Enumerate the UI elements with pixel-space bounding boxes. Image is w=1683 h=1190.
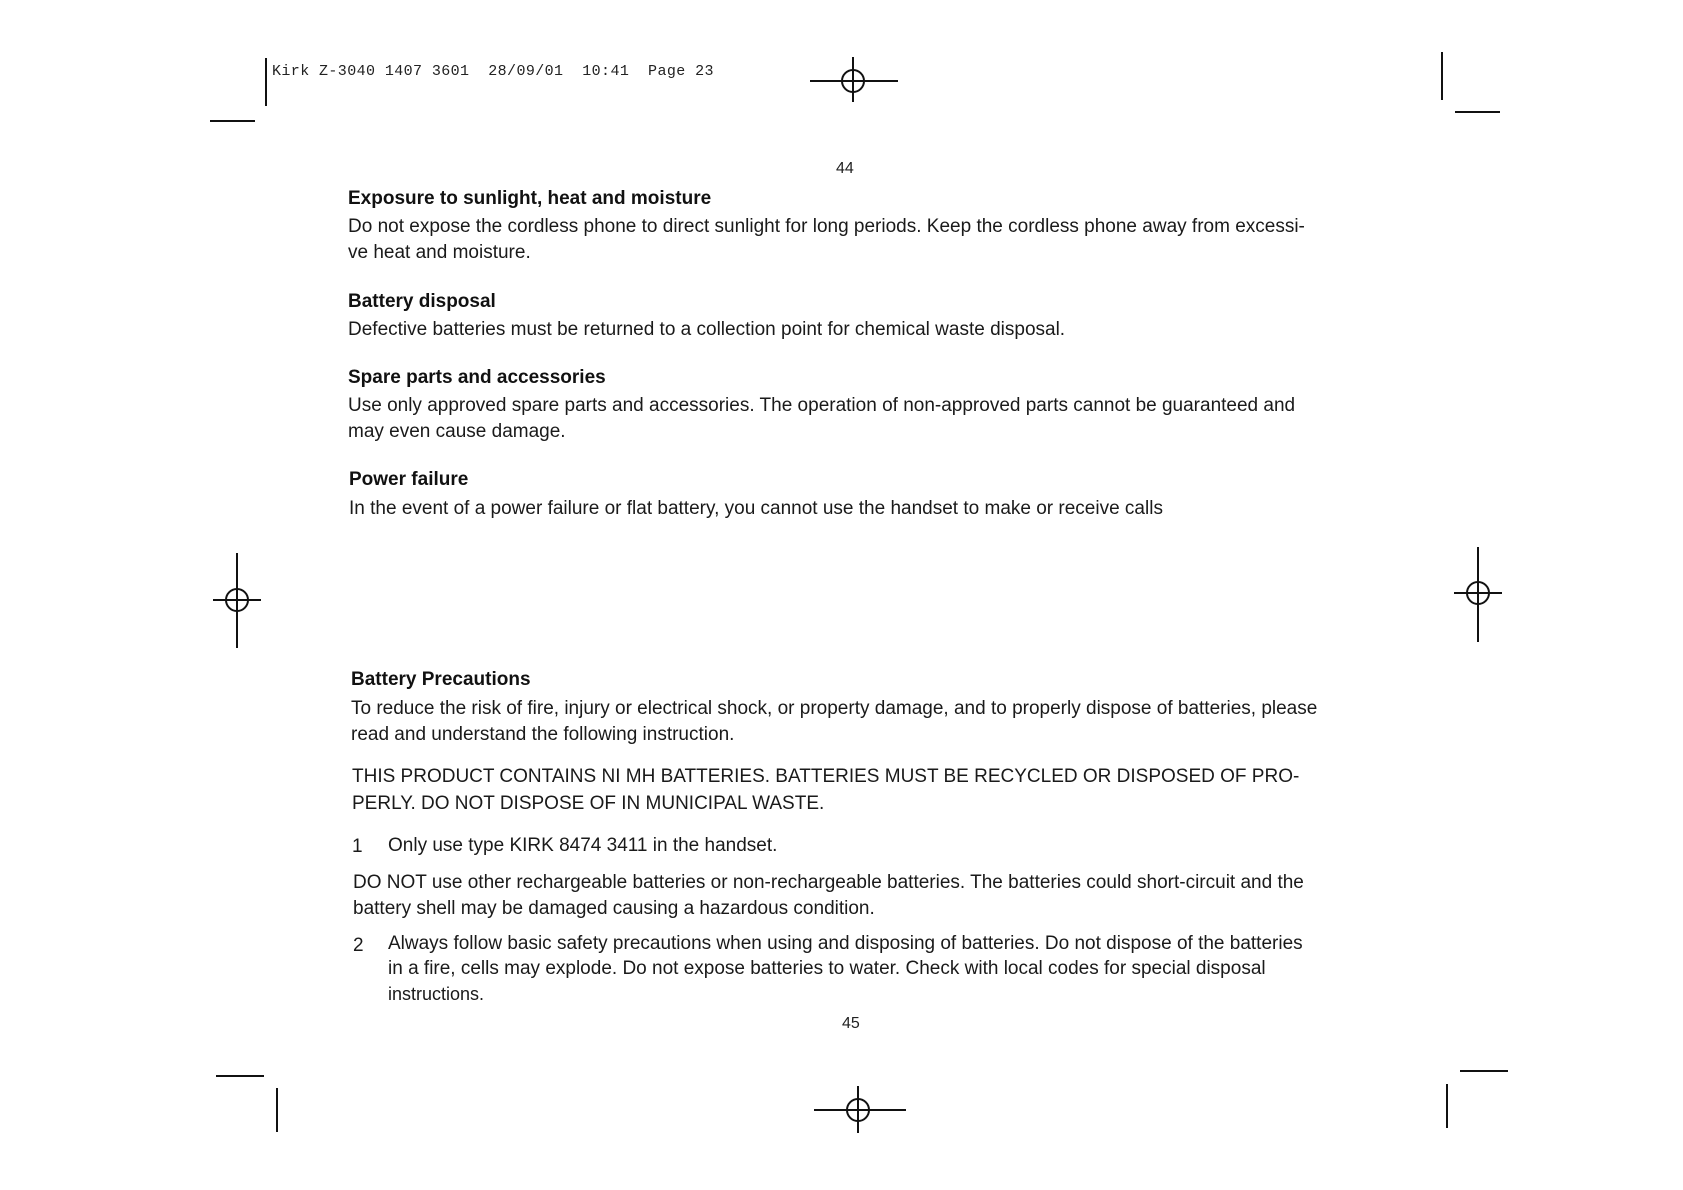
registration-mark-left	[210, 550, 264, 650]
precautions-intro-line-1: To reduce the risk of fire, injury or electrical shock, or property damage, and to properly dispose of batteries, please	[351, 698, 1318, 719]
registration-mark-bottom	[810, 1083, 910, 1135]
list-item-2-line-3: instructions.	[388, 984, 485, 1004]
registration-mark-top	[806, 54, 902, 104]
heading-spare-parts: Spare parts and accessories	[348, 367, 606, 388]
page-number-bottom: 45	[842, 1015, 860, 1032]
precautions-warning-line-2: PERLY. DO NOT DISPOSE OF IN MUNICIPAL WASTE.	[352, 793, 825, 814]
crop-mark-bottom-left-vertical	[276, 1088, 278, 1132]
body-spare-parts-line-1: Use only approved spare parts and accessories. The operation of non-approved parts cannot be guaranteed and	[348, 395, 1296, 416]
page-number-top: 44	[836, 160, 854, 177]
body-exposure-line-2: ve heat and moisture.	[348, 242, 531, 263]
body-power-failure: In the event of a power failure or flat battery, you cannot use the handset to make or receive calls	[349, 498, 1163, 519]
crop-mark-bottom-right-horizontal	[1460, 1070, 1508, 1072]
crop-mark-top-right-horizontal	[1455, 111, 1500, 113]
list-item-2-number: 2	[353, 935, 364, 956]
heading-power-failure: Power failure	[349, 469, 469, 490]
registration-mark-right	[1451, 545, 1505, 645]
precautions-donot-line-1: DO NOT use other rechargeable batteries or non-rechargeable batteries. The batteries could short-circuit and the	[353, 872, 1304, 893]
crop-mark-bottom-right-vertical	[1446, 1084, 1448, 1128]
list-item-1-number: 1	[352, 836, 363, 857]
body-spare-parts-line-2: may even cause damage.	[348, 421, 566, 442]
list-item-2-line-2: in a fire, cells may explode. Do not expose batteries to water. Check with local codes for special disposal	[388, 958, 1266, 979]
list-item-2-line-1: Always follow basic safety precautions when using and disposing of batteries. Do not dispose of the batteries	[388, 933, 1303, 954]
precautions-donot-line-2: battery shell may be damaged causing a hazardous condition.	[353, 898, 875, 919]
precautions-warning-line-1: THIS PRODUCT CONTAINS NI MH BATTERIES. BATTERIES MUST BE RECYCLED OR DISPOSED OF PRO-	[352, 766, 1300, 787]
body-battery-disposal: Defective batteries must be returned to a collection point for chemical waste disposal.	[348, 319, 1066, 340]
crop-mark-bottom-left-horizontal	[216, 1075, 264, 1077]
body-exposure-line-1: Do not expose the cordless phone to direct sunlight for long periods. Keep the cordless phone away from excessi-	[348, 216, 1305, 237]
crop-mark-top-left-vertical	[265, 58, 267, 106]
heading-exposure: Exposure to sunlight, heat and moisture	[348, 188, 712, 209]
heading-battery-precautions: Battery Precautions	[351, 669, 531, 690]
crop-mark-top-left-horizontal	[210, 120, 255, 122]
precautions-intro-line-2: read and understand the following instruction.	[351, 724, 735, 745]
heading-battery-disposal: Battery disposal	[348, 291, 496, 312]
print-slug: Kirk Z-3040 1407 3601 28/09/01 10:41 Page 23	[272, 63, 714, 80]
crop-mark-top-right-vertical	[1441, 52, 1443, 100]
list-item-1-text: Only use type KIRK 8474 3411 in the handset.	[388, 835, 778, 856]
